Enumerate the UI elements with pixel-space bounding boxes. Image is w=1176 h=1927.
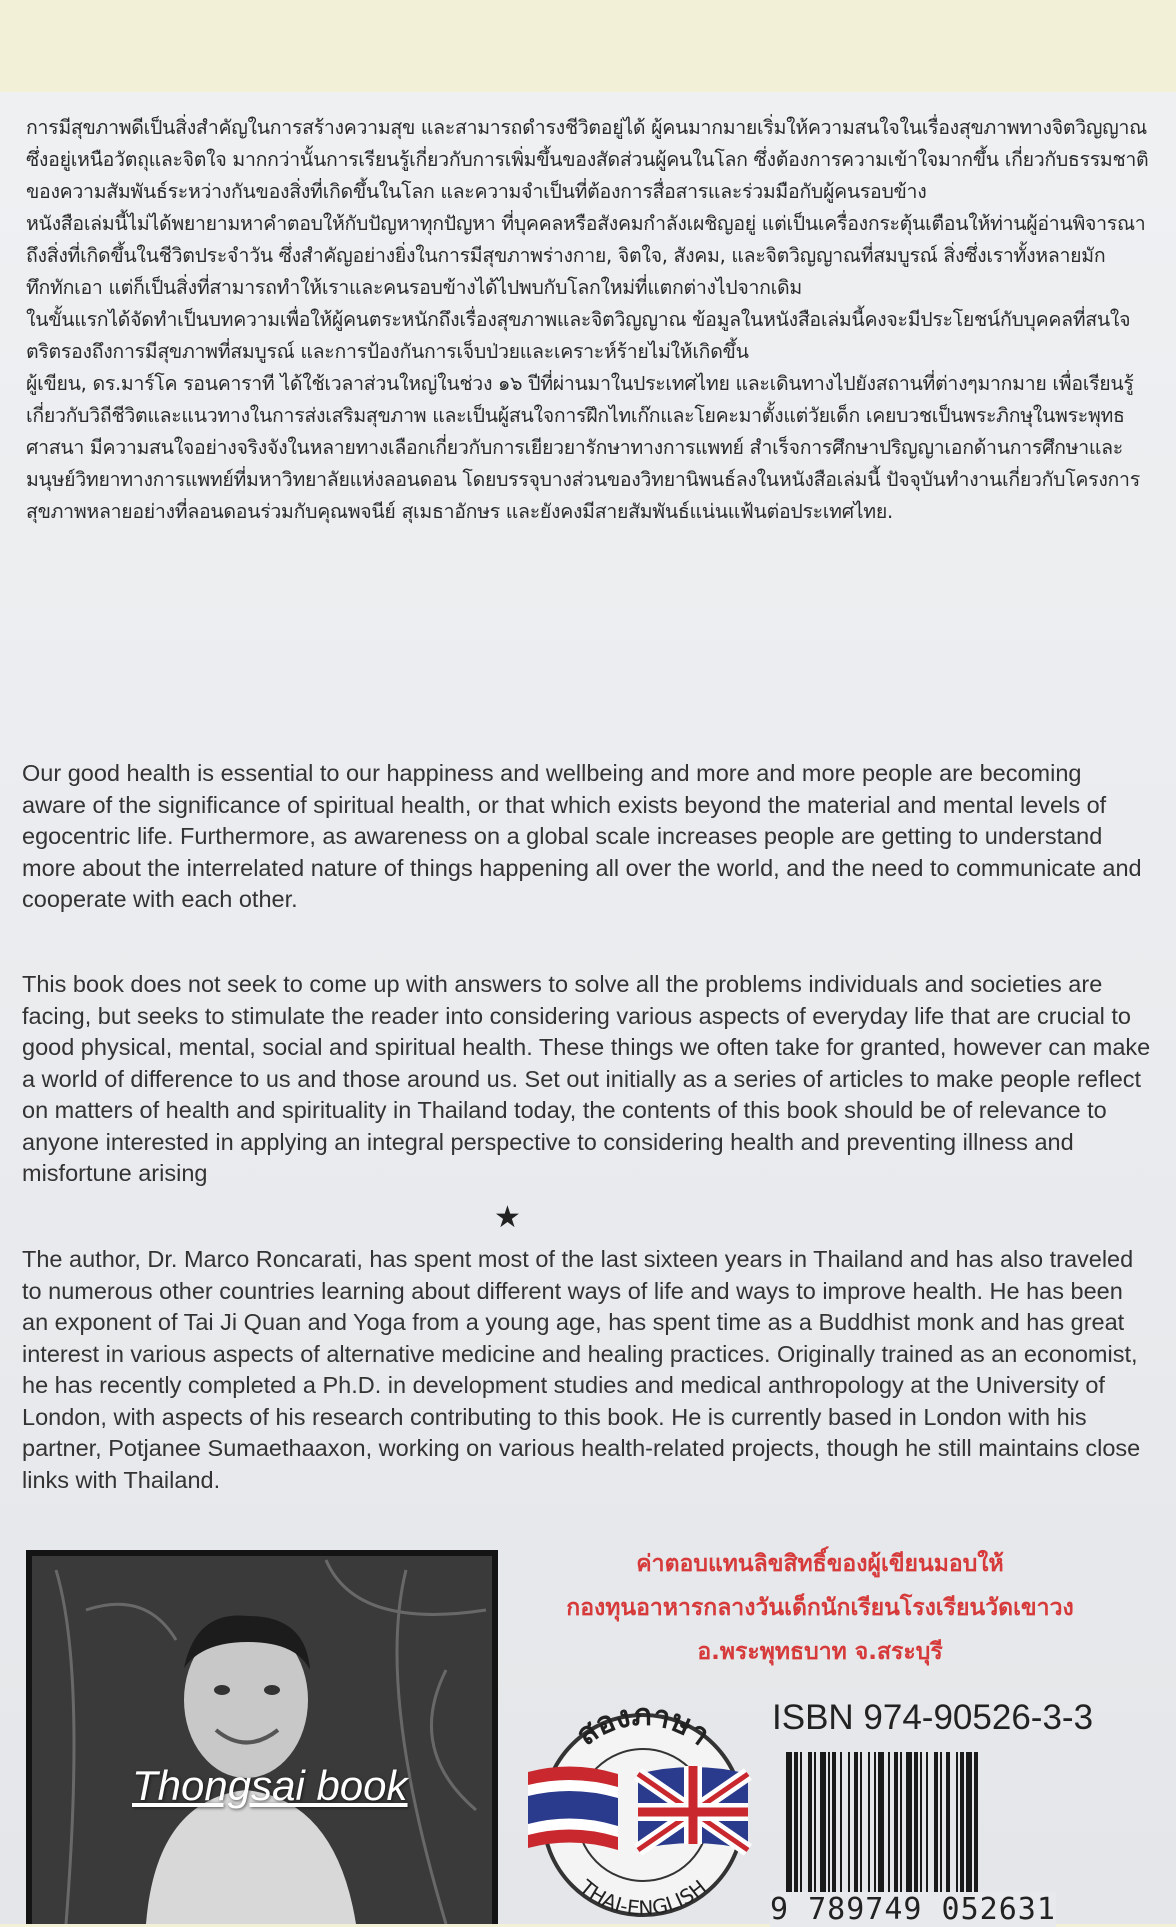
thai-paragraph-2: หนังสือเล่มนี้ไม่ได้พยายามหาคำตอบให้กับปัญหาทุกปัญหา ที่บุคคลหรือสังคมกำลังเผชิญอยู่ แต่เป็นเครื่องกระตุ้นเตือนให้ท่านผู้อ่านพิจารณาถึงสิ่งที่เกิดขึ้นในชีวิตประจำวัน ซึ่งสำคัญอย่างยิ่งในการมีสุขภาพร่างกาย, จิตใจ, สังคม, และจิตวิญญาณที่สมบูรณ์ สิ่งซึ่งเราทั้งหลายมักทึกทักเอา แต่ก็เป็นสิ่งที่สามารถทำให้เราและคนรอบข้างได้ไปพบกับโลกใหม่ที่แตกต่างไปจากเดิม <box>26 212 1146 299</box>
thai-paragraph-1: การมีสุขภาพดีเป็นสิ่งสำคัญในการสร้างความสุข และสามารถดำรงชีวิตอยู่ได้ ผู้คนมากมายเริ่มให้ความสนใจในเรื่องสุขภาพทางจิตวิญญาณ ซึ่งอยู่เหนือวัตถุและจิตใจ มากกว่านั้นการเรียนรู้เกี่ยวกับการเพิ่มขึ้นของสัดส่วนผู้คนในโลก ซึ่งต้องการความเข้าใจมากขึ้น เกี่ยวกับธรรมชาติของความสัมพันธ์ระหว่างกันของสิ่งที่เกิดขึ้นในโลก และความจำเป็นที่ต้องการสื่อสารและร่วมมือกับผู้คนรอบข้าง <box>26 116 1149 203</box>
barcode-number: 9 789749 052631 <box>770 1892 1056 1927</box>
thai-blurb <box>26 112 1152 528</box>
english-paragraph-1 <box>22 758 1152 916</box>
publisher-logo <box>518 1690 768 1924</box>
english-paragraph-2-text: This book does not seek to come up with answers to solve all the problems individuals and societies are facing, but seeks to stimulate the reader into considering various aspects of everyday life that are crucial to good physical, mental, social and spiritual health. These things we often take for granted, however can make a world of difference to us and those around us. Set out initially as a series of articles to make people reflect on matters of health and spirituality in Thailand today, the contents of this book should be of relevance to anyone interested in applying an integral perspective to considering health and preventing illness and misfortune arising <box>22 971 1151 1186</box>
english-paragraph-2 <box>22 969 1152 1190</box>
thai-paragraph-4: ผู้เขียน, ดร.มาร์โค รอนคาราที ได้ใช้เวลาส่วนใหญ่ในช่วง ๑๖ ปีที่ผ่านมาในประเทศไทย และเดินทางไปยังสถานที่ต่างๆมากมาย เพื่อเรียนรู้เกี่ยวกับวิถีชีวิตและแนวทางในการส่งเสริมสุขภาพ และเป็นผู้สนใจการฝึกไทเก๊กและโยคะมาตั้งแต่วัยเด็ก เคยบวชเป็นพระภิกษุในพระพุทธศาสนา มีความสนใจอย่างจริงจังในหลายทางเลือกเกี่ยวกับการเยียวยารักษาทางการแพทย์ สำเร็จการศึกษาปริญญาเอกด้านการศึกษาและมนุษย์วิทยาทางการแพทย์ที่มหาวิทยาลัยแห่งลอนดอน โดยบรรจุบางส่วนของวิทยานิพนธ์ลงในหนังสือเล่มนี้ ปัจจุบันทำงานเกี่ยวกับโครงการสุขภาพหลายอย่างที่ลอนดอนร่วมกับคุณพจนีย์ สุเมธาอักษร และยังคงมีสายสัมพันธ์แน่นแฟ้นต่อประเทศไทย. <box>26 372 1140 523</box>
watermark: Thongsai book <box>132 1762 408 1809</box>
royalty-line-3: อ.พระพุทธบาท จ.สระบุรี <box>697 1639 943 1665</box>
royalty-line-2: กองทุนอาหารกลางวันเด็กนักเรียนโรงเรียนวัดเขาวง <box>566 1595 1074 1621</box>
author-photo <box>26 1550 498 1924</box>
uk-flag-icon <box>638 1766 748 1850</box>
star-icon: ★ <box>494 1200 521 1235</box>
logo-top-text: สองภาษา <box>570 1697 717 1753</box>
isbn: ISBN 974-90526-3-3 <box>772 1698 1094 1737</box>
author-portrait <box>26 1550 498 1924</box>
thai-flag-icon <box>528 1766 618 1850</box>
royalty-line-1: ค่าตอบแทนลิขสิทธิ์ของผู้เขียนมอบให้ <box>636 1551 1004 1577</box>
logo-bottom-text: THAI-ENGLISH <box>575 1874 711 1921</box>
thai-paragraph-3: ในขั้นแรกได้จัดทำเป็นบทความเพื่อให้ผู้คนตระหนักถึงเรื่องสุขภาพและจิตวิญญาณ ข้อมูลในหนังสือเล่มนี้คงจะมีประโยชน์กับบุคคลที่สนใจ ตริตรองถึงการมีสุขภาพที่สมบูรณ์ และการป้องกันการเจ็บป่วยและเคราะห์ร้ายไม่ให้เกิดขึ้น <box>26 308 1131 363</box>
english-paragraph-3-text: The author, Dr. Marco Roncarati, has spent most of the last sixteen years in Thailand and has also traveled to numerous other countries learning about different ways of life and ways to improve health. He has been an exponent of Tai Ji Quan and Yoga from a young age, has spent time as a Buddhist monk and has great interest in various aspects of alternative medicine and healing practices. Originally trained as an economist, he has recently completed a Ph.D. in development studies and medical anthropology at the University of London, with aspects of his research contributing to this book. He is currently based in London with his partner, Potjanee Sumaethaaxon, working on various health-related projects, though he still maintains close links with Thailand. <box>22 1246 1141 1493</box>
english-paragraph-3 <box>22 1244 1152 1496</box>
royalty-note <box>500 1542 1140 1674</box>
english-paragraph-1-text: Our good health is essential to our happiness and wellbeing and more and more people are becoming aware of the significance of spiritual health, or that which exists beyond the material and mental levels of egocentric life. Furthermore, as awareness on a global scale increases people are getting to understand more about the interrelated nature of things happening all over the world, and the need to communicate and cooperate with each other. <box>22 760 1142 912</box>
